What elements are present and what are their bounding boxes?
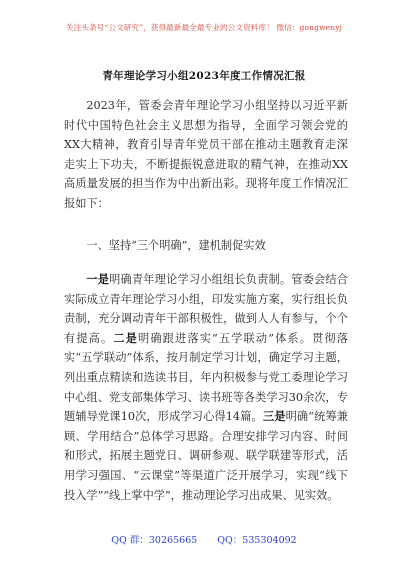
point-text-3: 明确“统筹兼顾、学用结合”总体学习思路。合理安排学习内容、时间和形式，拓展主题党日、调研参观、联学联建等形式，活用学习强国、“云课堂”等渠道广泛开展学习，实现“线下投入学”“线上掌中学”，推动理论学习出成果、见实效。 [64, 410, 348, 502]
point-text-1: 明确青年理论学习小组组长负责制。管委会结合实际成立青年理论学习小组，印发实施方案，实行组长负责制，充分调动青年干部积极性，做到人人有参与，个个有提高。 [64, 273, 348, 345]
section-paragraph [64, 270, 348, 505]
promo-banner: 关注头条号“公文研究”，获得最新最全最专业的公文资料库！ 微信：gongwenyj [65, 23, 343, 32]
qq-group-number: QQ 群：30265665 [111, 535, 198, 546]
point-lead-3: 三是 [262, 409, 286, 424]
qq-number: QQ：535304092 [217, 535, 297, 546]
point-lead-1: 一是 [86, 272, 110, 286]
intro-paragraph: 2023年，管委会青年理论学习小组坚持以习近平新时代中国特色社会主义思想为指导，全面学习领会党的XX大精神，教育引导青年党员干部在推动主题教育走深走实上下功夫，不断提振锐意进取的精气神，在推动XX高质量发展的担当作为中出新出彩。现将年度工作情况汇报如下： [64, 99, 348, 210]
point-lead-2: 二是 [113, 330, 139, 345]
point-text-2: 明确跟进落实“五学联动”体系。贯彻落实“五学联动”体系，按月制定学习计划，确定学习主题，列出重点精读和选读书目，年内积极参与党工委理论学习中心组、党支部集体学习、读书班等各类学习30余次，专题辅导党课10次，形成学习心得14篇。 [64, 331, 348, 424]
document-title: 青年理论学习小组2023年度工作情况汇报 [102, 70, 306, 82]
contact-footer [0, 532, 408, 546]
section-heading: 一、坚持“三个明确”，建机制促实效 [86, 239, 266, 252]
